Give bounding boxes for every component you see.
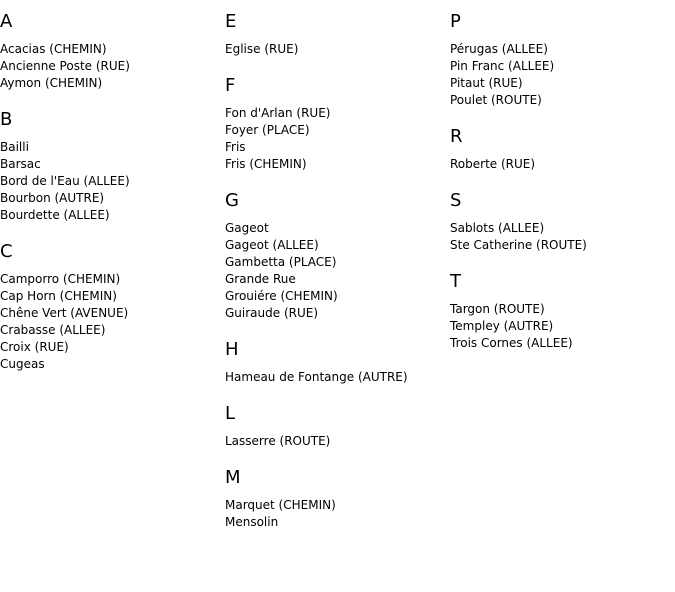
street-entry: Trois Cornes (ALLEE) xyxy=(450,336,573,350)
letter-section xyxy=(450,11,675,109)
street-entry: Fon d'Arlan (RUE) xyxy=(225,106,331,120)
street-entry: Acacias (CHEMIN) xyxy=(0,42,107,56)
street-list xyxy=(450,220,675,254)
section-letter-heading: T xyxy=(450,271,461,292)
street-list xyxy=(225,369,450,386)
section-letter-heading: R xyxy=(450,126,463,147)
street-entry: Hameau de Fontange (AUTRE) xyxy=(225,370,408,384)
letter-section xyxy=(450,190,675,254)
street-entry: Barsac xyxy=(0,157,41,171)
letter-section xyxy=(225,11,450,58)
street-list xyxy=(225,497,450,531)
section-letter-heading: M xyxy=(225,467,241,488)
street-entry: Bourdette (ALLEE) xyxy=(0,208,110,222)
street-entry: Fris (CHEMIN) xyxy=(225,157,307,171)
letter-section xyxy=(225,403,450,450)
index-column-1 xyxy=(0,0,225,373)
street-entry: Grande Rue xyxy=(225,272,296,286)
street-list xyxy=(450,41,675,109)
street-entry: Cugeas xyxy=(0,357,45,371)
letter-section xyxy=(225,339,450,386)
street-entry: Poulet (ROUTE) xyxy=(450,93,542,107)
street-list xyxy=(225,433,450,450)
street-entry: Ste Catherine (ROUTE) xyxy=(450,238,587,252)
street-entry: Cap Horn (CHEMIN) xyxy=(0,289,117,303)
street-entry: Pin Franc (ALLEE) xyxy=(450,59,555,73)
letter-section xyxy=(225,190,450,322)
street-entry: Eglise (RUE) xyxy=(225,42,299,56)
street-list xyxy=(225,220,450,322)
street-entry: Pérugas (ALLEE) xyxy=(450,42,548,56)
street-entry: Sablots (ALLEE) xyxy=(450,221,545,235)
street-entry: Bourbon (AUTRE) xyxy=(0,191,105,205)
street-entry: Mensolin xyxy=(225,515,279,529)
street-entry: Targon (ROUTE) xyxy=(450,302,545,316)
street-entry: Ancienne Poste (RUE) xyxy=(0,59,130,73)
section-letter-heading: C xyxy=(0,241,13,262)
index-column-3 xyxy=(450,0,675,352)
section-letter-heading: F xyxy=(225,75,236,96)
street-entry: Lasserre (ROUTE) xyxy=(225,434,331,448)
street-entry: Bailli xyxy=(0,140,29,154)
street-list xyxy=(0,271,225,373)
street-entry: Grouiére (CHEMIN) xyxy=(225,289,338,303)
street-entry: Gageot (ALLEE) xyxy=(225,238,319,252)
street-entry: Crabasse (ALLEE) xyxy=(0,323,106,337)
street-entry: Camporro (CHEMIN) xyxy=(0,272,121,286)
section-letter-heading: G xyxy=(225,190,239,211)
street-entry: Marquet (CHEMIN) xyxy=(225,498,336,512)
street-entry: Guiraude (RUE) xyxy=(225,306,319,320)
street-entry: Aymon (CHEMIN) xyxy=(0,76,103,90)
section-letter-heading: L xyxy=(225,403,236,424)
street-entry: Bord de l'Eau (ALLEE) xyxy=(0,174,130,188)
street-entry: Pitaut (RUE) xyxy=(450,76,523,90)
street-list xyxy=(225,105,450,173)
section-letter-heading: H xyxy=(225,339,239,360)
street-entry: Gageot xyxy=(225,221,269,235)
street-list xyxy=(450,156,675,173)
letter-section xyxy=(0,241,225,373)
section-letter-heading: B xyxy=(0,109,13,130)
letter-section xyxy=(450,271,675,352)
street-list xyxy=(450,301,675,352)
letter-section xyxy=(225,467,450,531)
street-entry: Croix (RUE) xyxy=(0,340,69,354)
street-entry: Roberte (RUE) xyxy=(450,157,536,171)
street-entry: Fris xyxy=(225,140,246,154)
letter-section xyxy=(450,126,675,173)
section-letter-heading: S xyxy=(450,190,462,211)
section-letter-heading: E xyxy=(225,11,237,32)
street-list xyxy=(0,139,225,224)
section-letter-heading: P xyxy=(450,11,461,32)
street-list xyxy=(0,41,225,92)
section-letter-heading: A xyxy=(0,11,13,32)
street-entry: Chêne Vert (AVENUE) xyxy=(0,306,129,320)
letter-section xyxy=(225,75,450,173)
index-column-2 xyxy=(225,0,450,531)
letter-section xyxy=(0,109,225,224)
street-entry: Gambetta (PLACE) xyxy=(225,255,337,269)
street-entry: Templey (AUTRE) xyxy=(450,319,554,333)
letter-section xyxy=(0,11,225,92)
street-entry: Foyer (PLACE) xyxy=(225,123,310,137)
street-list xyxy=(225,41,450,58)
